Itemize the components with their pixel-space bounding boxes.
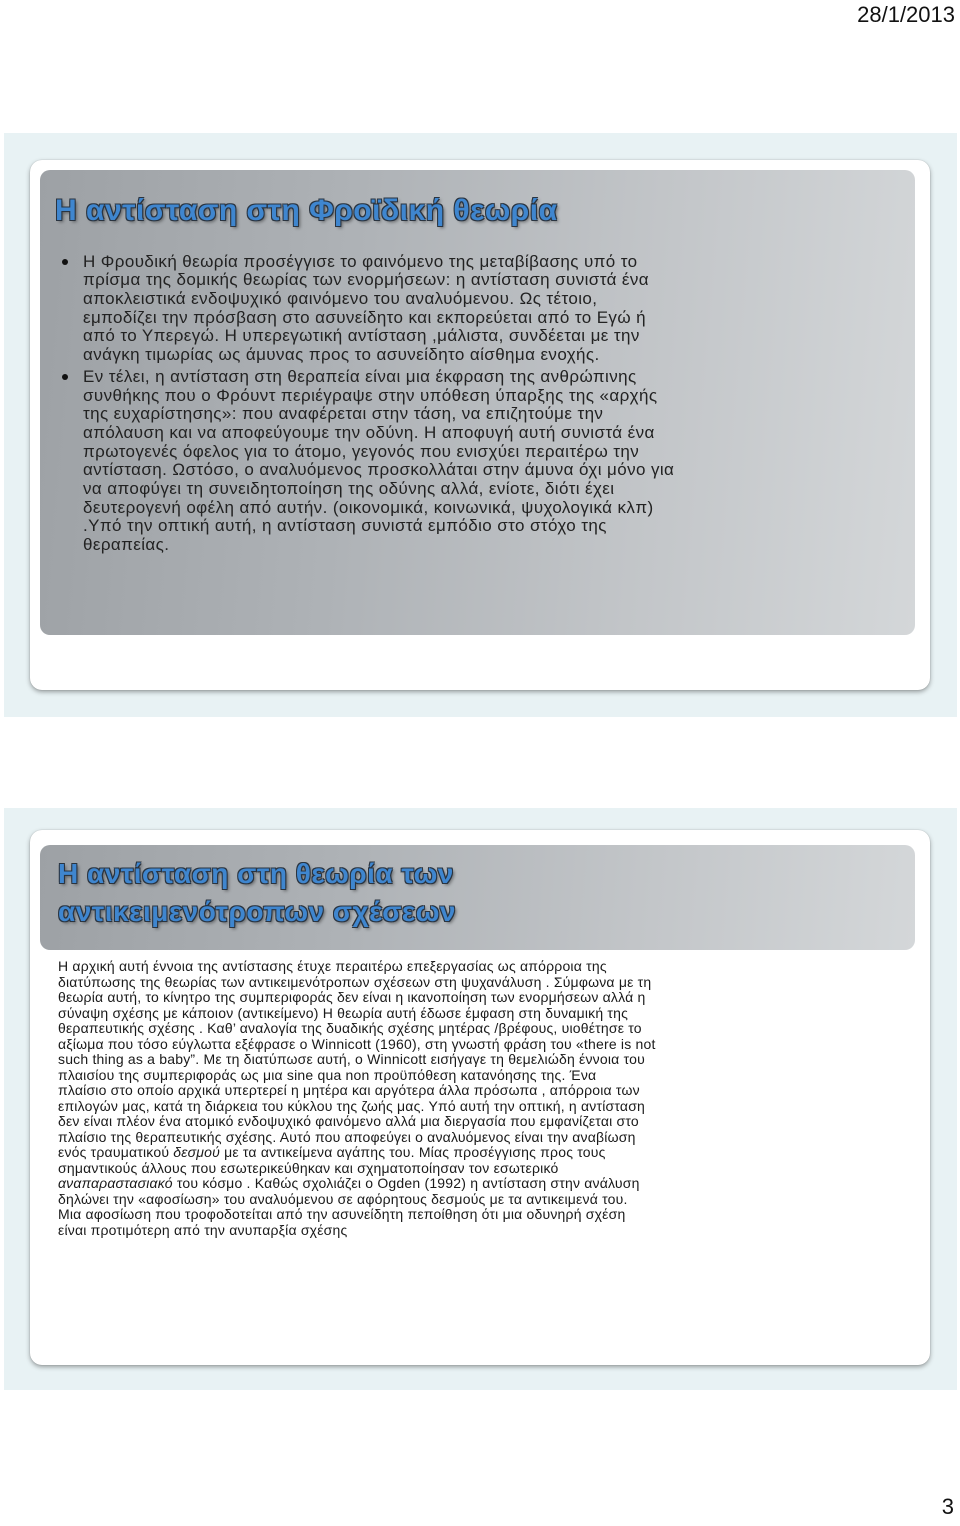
text-line: αξίωμα που τόσο εύγλωττα εξέφρασε ο Winnicott (1960), στη γνωστή φράση του «there is not xyxy=(58,1035,656,1052)
text-line: συνθήκης που ο Φρόυντ περιέγραψε στην υπόθεση ύπαρξης της «αρχής xyxy=(83,385,658,405)
bullet-dot-icon xyxy=(62,374,68,380)
slide-2-title xyxy=(58,855,456,931)
emphasis-text: δεσμού xyxy=(173,1144,221,1160)
slide-2-card xyxy=(30,830,930,1365)
slide-2-title-panel xyxy=(40,845,915,950)
date-header: 28/1/2013 xyxy=(857,2,955,27)
text-line: σημαντικούς άλλους που εσωτερικεύθηκαν και σχηματοποίησαν τον εσωτερικό xyxy=(58,1159,559,1176)
text-line: να αποφύγει τη συνειδητοποίηση της οδύνης αλλά, ενίοτε, διότι έχει xyxy=(83,479,615,499)
bullet-item xyxy=(62,253,674,365)
title-line: αντικειμενότροπων σχέσεων xyxy=(58,896,456,927)
text-line: από το Υπερεγώ. Η υπερεγωτική αντίσταση ,μάλιστα, συνδέεται με την xyxy=(83,326,640,346)
emphasis-text: αναπαραστασιακό xyxy=(58,1175,173,1191)
slide-1-bullet-list xyxy=(62,253,674,558)
text-line: such thing as a baby”. Με τη διατύπωσε αυτή, ο Winnicott εισήγαγε τη θεμελιώδη έννοια του xyxy=(58,1051,645,1067)
text-line: Η αρχική αυτή έννοια της αντίστασης έτυχε περαιτέρω επεξεργασίας ως απόρροια της xyxy=(58,958,607,974)
text-line: θεραπείας. xyxy=(83,535,170,555)
slide-1-title xyxy=(55,193,558,229)
text-segment: του κόσμο . Καθώς σχολιάζει ο Ogden (1992) η αντίσταση στην ανάλυση xyxy=(172,1175,640,1191)
bullet-dot-icon xyxy=(62,259,68,265)
text-line: αποκλειστικά ενδοψυχικό φαινόμενο του αναλυόμενου. Ως τέτοιο, xyxy=(83,289,598,308)
text-segment: ενός τραυματικού xyxy=(58,1144,174,1160)
text-line: θεωρία αυτή, το κίνητρο της συμπεριφοράς δεν είναι η ικανοποίηση των ενορμήσεων αλλά η xyxy=(58,989,646,1005)
text-line: πλαισίου της συμπεριφοράς ως μια sine qua non προϋπόθεση κατανόησης της. Ένα xyxy=(58,1066,597,1083)
text-line: θεραπευτικής σχέσης . Καθ’ αναλογία της δυαδικής σχέσης μητέρας /βρέφους, υιοθέτησε το xyxy=(58,1020,642,1036)
slide-1-content-panel xyxy=(40,170,915,635)
slide-2-body-text xyxy=(58,959,656,1238)
bullet-item xyxy=(62,368,674,555)
text-segment: με τα αντικείμενα αγάπης του. Μίας προσέγγισης προς τους xyxy=(220,1144,606,1160)
text-line xyxy=(58,1145,656,1161)
text-line: .Υπό την οπτική αυτή, η αντίσταση συνιστά εμπόδιο στο στόχο της xyxy=(83,516,607,536)
text-line: είναι προτιμότερη από την ανυπαρξία σχέσης xyxy=(58,1221,348,1238)
text-line: δεν είναι πλέον ένα ατομικό ενδοψυχικό φαινόμενο αλλά μια διεργασία που εμφανίζεται στο xyxy=(58,1113,639,1129)
slide-1-card xyxy=(30,160,930,690)
text-line xyxy=(58,1176,656,1192)
text-line: επιλογών μας, κατά τη διάρκεια του κύκλου της ζωής μας. Υπό αυτή την οπτική, η αντίσταση xyxy=(58,1097,646,1114)
text-line: πλαίσιο στο οποίο αρχικά υπερτερεί η μητέρα και αργότερα άλλα πρόσωπα , απόρροια των xyxy=(58,1082,640,1098)
text-line: Η Φρουδική θεωρία προσέγγισε το φαινόμενο της μεταβίβασης υπό το xyxy=(83,251,638,271)
page-number: 3 xyxy=(941,1494,954,1519)
text-line: Εν τέλει, η αντίσταση στη θεραπεία είναι μια έκφραση της ανθρώπινης xyxy=(83,366,637,386)
slide-1 xyxy=(4,133,957,717)
title-line: Η αντίσταση στη Φροϊδική θεωρία xyxy=(55,194,558,227)
text-line: πλαίσιο της θεραπευτικής σχέσης. Αυτό που αποφεύγει ο αναλυόμενος είναι την αναβίωση xyxy=(58,1128,636,1145)
slide-2 xyxy=(4,808,957,1390)
text-line: διατύπωσης της θεωρίας των αντικειμενότροπων σχέσεων στη ψυχανάλυση . Σύμφωνα με τη xyxy=(58,973,652,990)
title-line: Η αντίσταση στη θεωρία των xyxy=(58,858,454,889)
text-line: σύναψη σχέσης με κάποιον (αντικείμενο) Η θεωρία αυτή έδωσε έμφαση στη δυναμική της xyxy=(58,1004,629,1021)
text-line: της ευχαρίστησης»: που αναφέρεται στην τάση, να επιζητούμε την xyxy=(83,404,604,424)
text-line: πρωτογενές όφελος για το άτομο, γεγονός που ενισχύει περαιτέρω την xyxy=(83,441,640,461)
text-line: πρίσμα της δομικής θεωρίας των ενορμήσεων: η αντίσταση συνιστά ένα xyxy=(83,270,650,290)
text-line: εμποδίζει την πρόσβαση στο ασυνείδητο και εκπορεύεται από το Εγώ ή xyxy=(83,307,646,327)
text-line: Μια αφοσίωση που τροφοδοτείται από την ασυνείδητη πεποίθηση ότι μια οδυνηρή σχέση xyxy=(58,1206,626,1222)
text-line: απόλαυση και να αποφεύγουμε την οδύνη. Η αποφυγή αυτή συνιστά ένα xyxy=(83,422,655,442)
text-line: δευτερογενή οφέλη από αυτήν. (οικονομικά, κοινωνικά, ψυχολογικά κλπ) xyxy=(83,497,654,517)
text-line: αντίσταση. Ωστόσο, ο αναλυόμενος προσκολλάται στην άμυνα όχι μόνο για xyxy=(83,460,675,480)
text-line: ανάγκη τιμωρίας ως άμυνας προς το ασυνείδητο αίσθημα ενοχής. xyxy=(83,345,600,365)
text-line: δηλώνει την «αφοσίωση» του αναλυόμενου σε αφόρητους δεσμούς με τα αντικειμενά του. xyxy=(58,1190,628,1207)
